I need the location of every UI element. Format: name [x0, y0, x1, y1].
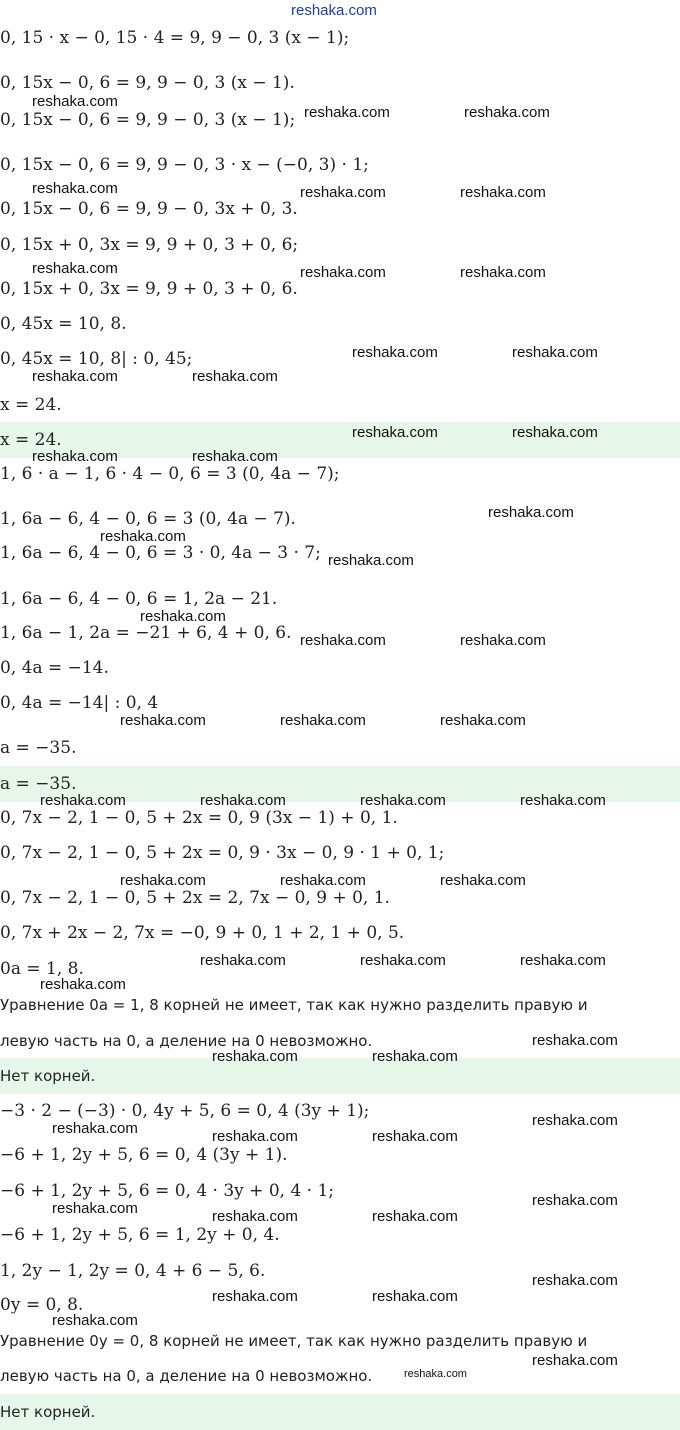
- watermark: reshaka.com: [40, 792, 126, 809]
- header-watermark: reshaka.com: [291, 2, 377, 19]
- watermark: reshaka.com: [300, 264, 386, 281]
- equation-line: 0, 15x − 0, 6 = 9, 9 − 0, 3 · x − (−0, 3) · 1;: [0, 155, 369, 175]
- watermark: reshaka.com: [360, 792, 446, 809]
- watermark: reshaka.com: [200, 792, 286, 809]
- watermark: reshaka.com: [352, 344, 438, 361]
- watermark: reshaka.com: [464, 104, 550, 121]
- watermark: reshaka.com: [460, 264, 546, 281]
- watermark: reshaka.com: [404, 1368, 467, 1380]
- equation-line: 1, 2y − 1, 2y = 0, 4 + 6 − 5, 6.: [0, 1261, 266, 1281]
- watermark: reshaka.com: [32, 448, 118, 465]
- equation-line: −3 · 2 − (−3) · 0, 4y + 5, 6 = 0, 4 (3y + 1);: [0, 1101, 370, 1121]
- equation-line: 0, 45x = 10, 8| : 0, 45;: [0, 349, 193, 369]
- watermark: reshaka.com: [212, 1128, 298, 1145]
- equation-line: −6 + 1, 2y + 5, 6 = 0, 4 · 3y + 0, 4 · 1;: [0, 1181, 335, 1201]
- answer-line: Нет корней.: [0, 1403, 96, 1421]
- watermark: reshaka.com: [360, 952, 446, 969]
- equation-line: 0, 7x − 2, 1 − 0, 5 + 2x = 0, 9 · 3x − 0, 9 · 1 + 0, 1;: [0, 843, 445, 863]
- watermark: reshaka.com: [192, 448, 278, 465]
- watermark: reshaka.com: [280, 712, 366, 729]
- equation-line: 0, 7x − 2, 1 − 0, 5 + 2x = 2, 7x − 0, 9 + 0, 1.: [0, 888, 390, 908]
- equation-line: 1, 6a − 1, 2a = −21 + 6, 4 + 0, 6.: [0, 623, 292, 643]
- explanation-text: Уравнение 0y = 0, 8 корней не имеет, так как нужно разделить правую и: [0, 1332, 588, 1350]
- watermark: reshaka.com: [280, 872, 366, 889]
- watermark: reshaka.com: [140, 608, 226, 625]
- equation-line: 1, 6a − 6, 4 − 0, 6 = 3 · 0, 4a − 3 · 7;: [0, 543, 321, 563]
- watermark: reshaka.com: [488, 504, 574, 521]
- equation-line: 0, 45x = 10, 8.: [0, 314, 127, 334]
- watermark: reshaka.com: [520, 792, 606, 809]
- watermark: reshaka.com: [100, 528, 186, 545]
- equation-line: 0, 4a = −14.: [0, 658, 109, 678]
- equation-line: −6 + 1, 2y + 5, 6 = 0, 4 (3y + 1).: [0, 1145, 288, 1165]
- equation-line: 0, 7x + 2x − 2, 7x = −0, 9 + 0, 1 + 2, 1 + 0, 5.: [0, 923, 405, 943]
- answer-line: a = −35.: [0, 774, 77, 794]
- answer-line: x = 24.: [0, 430, 62, 450]
- watermark: reshaka.com: [52, 1312, 138, 1329]
- watermark: reshaka.com: [192, 368, 278, 385]
- equation-line: 0y = 0, 8.: [0, 1295, 84, 1315]
- watermark: reshaka.com: [328, 552, 414, 569]
- explanation-text: левую часть на 0, а деление на 0 невозможно.: [0, 1032, 373, 1050]
- watermark: reshaka.com: [120, 872, 206, 889]
- watermark: reshaka.com: [200, 952, 286, 969]
- watermark: reshaka.com: [532, 1112, 618, 1129]
- watermark: reshaka.com: [120, 712, 206, 729]
- equation-line: 1, 6 · a − 1, 6 · 4 − 0, 6 = 3 (0, 4a − 7);: [0, 464, 340, 484]
- watermark: reshaka.com: [532, 1352, 618, 1369]
- equation-line: 0, 4a = −14| : 0, 4: [0, 693, 159, 713]
- equation-line: 1, 6a − 6, 4 − 0, 6 = 3 (0, 4a − 7).: [0, 509, 296, 529]
- watermark: reshaka.com: [32, 93, 118, 110]
- equation-line: 0, 15x − 0, 6 = 9, 9 − 0, 3 (x − 1);: [0, 110, 296, 130]
- watermark: reshaka.com: [440, 712, 526, 729]
- watermark: reshaka.com: [372, 1048, 458, 1065]
- watermark: reshaka.com: [372, 1208, 458, 1225]
- equation-line: 0, 7x − 2, 1 − 0, 5 + 2x = 0, 9 (3x − 1) + 0, 1.: [0, 808, 398, 828]
- equation-line: 0a = 1, 8.: [0, 959, 84, 979]
- watermark: reshaka.com: [300, 632, 386, 649]
- watermark: reshaka.com: [32, 180, 118, 197]
- watermark: reshaka.com: [460, 632, 546, 649]
- answer-line: Нет корней.: [0, 1067, 96, 1085]
- explanation-text: левую часть на 0, а деление на 0 невозможно.: [0, 1367, 373, 1385]
- watermark: reshaka.com: [532, 1032, 618, 1049]
- equation-line: x = 24.: [0, 395, 62, 415]
- equation-line: 0, 15x − 0, 6 = 9, 9 − 0, 3 (x − 1).: [0, 73, 295, 93]
- watermark: reshaka.com: [460, 184, 546, 201]
- watermark: reshaka.com: [212, 1208, 298, 1225]
- watermark: reshaka.com: [520, 952, 606, 969]
- watermark: reshaka.com: [440, 872, 526, 889]
- watermark: reshaka.com: [40, 976, 126, 993]
- equation-line: 0, 15 · x − 0, 15 · 4 = 9, 9 − 0, 3 (x − 1);: [0, 28, 350, 48]
- watermark: reshaka.com: [372, 1288, 458, 1305]
- watermark: reshaka.com: [32, 260, 118, 277]
- watermark: reshaka.com: [532, 1272, 618, 1289]
- watermark: reshaka.com: [300, 184, 386, 201]
- watermark: reshaka.com: [52, 1120, 138, 1137]
- watermark: reshaka.com: [352, 424, 438, 441]
- watermark: reshaka.com: [212, 1048, 298, 1065]
- watermark: reshaka.com: [32, 368, 118, 385]
- equation-line: 0, 15x + 0, 3x = 9, 9 + 0, 3 + 0, 6.: [0, 279, 298, 299]
- watermark: reshaka.com: [512, 424, 598, 441]
- equation-line: 1, 6a − 6, 4 − 0, 6 = 1, 2a − 21.: [0, 589, 278, 609]
- equation-line: 0, 15x − 0, 6 = 9, 9 − 0, 3x + 0, 3.: [0, 199, 298, 219]
- equation-line: 0, 15x + 0, 3x = 9, 9 + 0, 3 + 0, 6;: [0, 235, 299, 255]
- watermark: reshaka.com: [532, 1192, 618, 1209]
- explanation-text: Уравнение 0a = 1, 8 корней не имеет, так как нужно разделить правую и: [0, 996, 588, 1014]
- watermark: reshaka.com: [212, 1288, 298, 1305]
- watermark: reshaka.com: [52, 1200, 138, 1217]
- equation-line: a = −35.: [0, 738, 77, 758]
- watermark: reshaka.com: [512, 344, 598, 361]
- watermark: reshaka.com: [372, 1128, 458, 1145]
- watermark: reshaka.com: [304, 104, 390, 121]
- equation-line: −6 + 1, 2y + 5, 6 = 1, 2y + 0, 4.: [0, 1225, 280, 1245]
